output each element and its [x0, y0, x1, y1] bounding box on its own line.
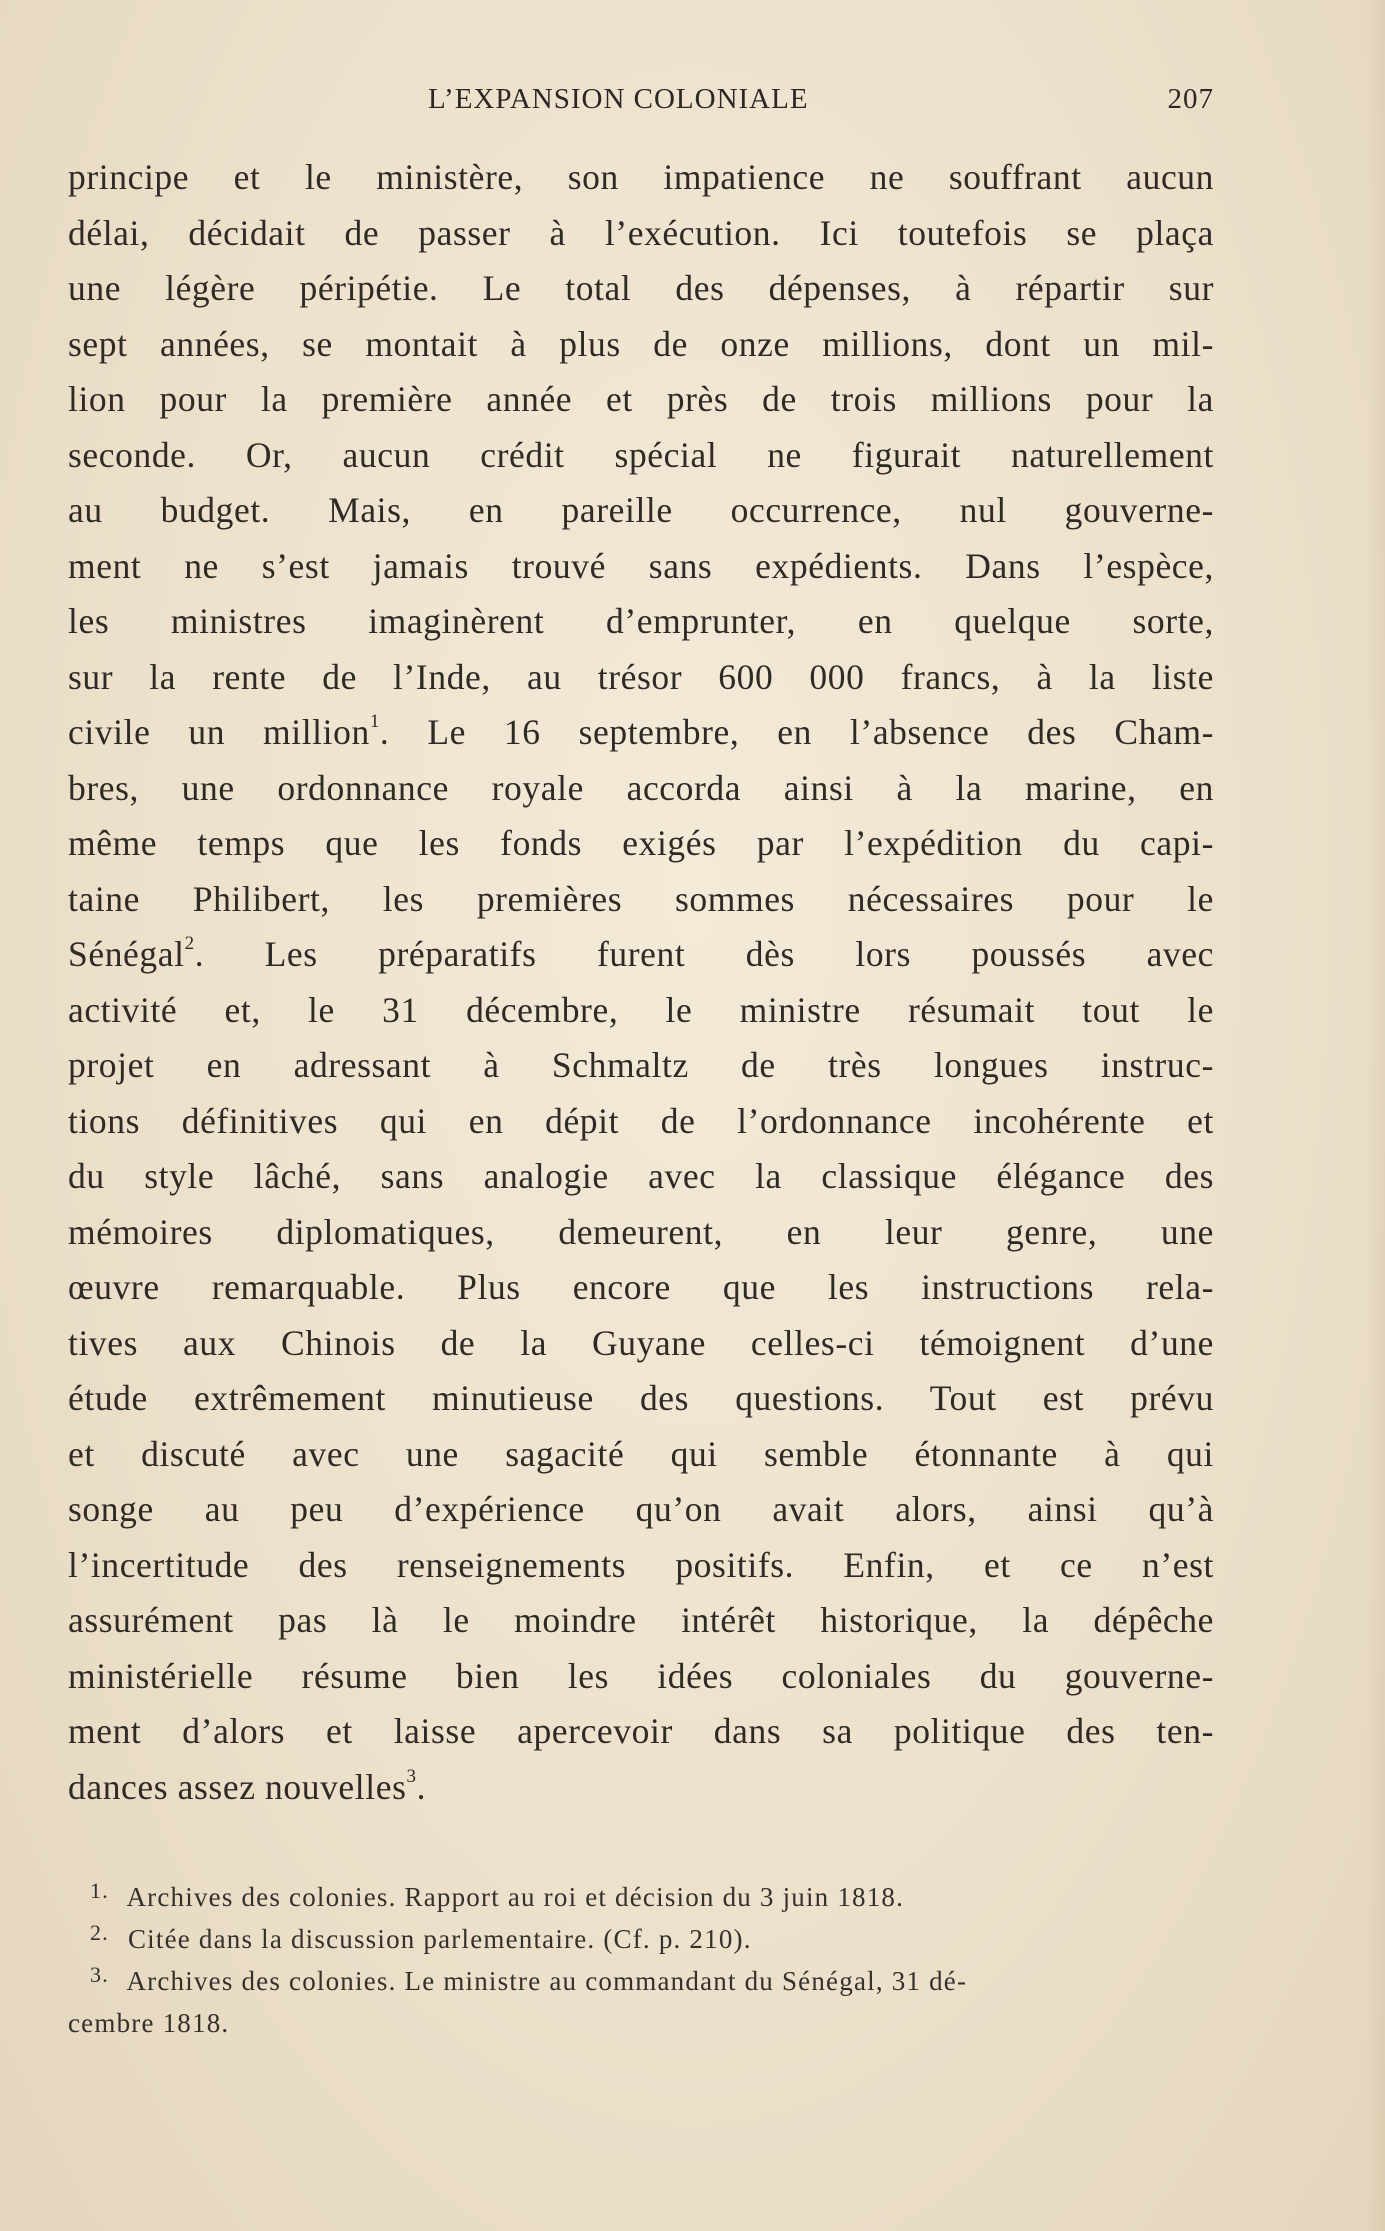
footnote-ref-3[interactable]: 3 [406, 1765, 417, 1787]
text-line: tions définitives qui en dépit de l’ordonnance incohérente et [68, 1100, 1214, 1141]
text-line: sept années, se montait à plus de onze millions, dont un mil- [68, 323, 1214, 364]
text-line: au budget. Mais, en pareille occurrence, nul gouverne- [68, 490, 1214, 530]
footnote-text: Archives des colonies. Rapport au roi et décision du 3 juin 1818. [126, 1882, 905, 1912]
text-line: projet en adressant à Schmaltz de très longues instruc- [68, 1045, 1214, 1085]
text-line: assurément pas là le moindre intérêt historique, la dépêche [68, 1600, 1214, 1640]
text-line: œuvre remarquable. Plus encore que les instructions rela- [68, 1267, 1214, 1307]
text-line: seconde. Or, aucun crédit spécial ne figurait naturellement [68, 434, 1214, 475]
text-line: sur la rente de l’Inde, au trésor 600 000 francs, à la liste [68, 656, 1214, 697]
footnote-2 [68, 1918, 1214, 1960]
text-line: songe au peu d’expérience qu’on avait alors, ainsi qu’à [68, 1489, 1214, 1529]
text-line: bres, une ordonnance royale accorda ainsi à la marine, en [68, 767, 1214, 808]
footnote-3 [68, 1960, 1214, 2002]
text-line: l’incertitude des renseignements positifs. Enfin, et ce n’est [68, 1544, 1214, 1585]
body-text [68, 150, 1214, 1815]
text-line: délai, décidait de passer à l’exécution. Ici toutefois se plaça [68, 212, 1214, 253]
text-line: les ministres imaginèrent d’emprunter, en quelque sorte, [68, 601, 1214, 641]
footnote-number: 1. [90, 1878, 109, 1903]
footnote-number: 3. [90, 1962, 109, 1987]
text-fragment: dances assez nouvelles [68, 1766, 407, 1807]
text-line: une légère péripétie. Le total des dépenses, à répartir sur [68, 268, 1214, 308]
text-fragment: . [416, 1766, 427, 1807]
paper-edge-shading [1365, 0, 1385, 2231]
text-line [68, 1760, 1214, 1816]
running-head [68, 83, 1214, 123]
text-line: ministérielle résume bien les idées coloniales du gouverne- [68, 1655, 1214, 1696]
text-line: taine Philibert, les premières sommes nécessaires pour le [68, 878, 1214, 919]
text-line: ment d’alors et laisse apercevoir dans sa politique des ten- [68, 1711, 1214, 1751]
page-number: 207 [1167, 83, 1214, 115]
text-fragment: Sénégal [68, 934, 185, 974]
footnote-1 [68, 1876, 1214, 1918]
text-line: du style lâché, sans analogie avec la classique élégance des [68, 1156, 1214, 1196]
text-line: principe et le ministère, son impatience ne souffrant aucun [68, 157, 1214, 197]
text-line: activité et, le 31 décembre, le ministre résumait tout le [68, 989, 1214, 1030]
footnote-number: 2. [90, 1920, 109, 1945]
text-fragment: . Le 16 septembre, en l’absence des Cham- [379, 712, 1214, 752]
text-line: tives aux Chinois de la Guyane celles-ci témoignent d’une [68, 1322, 1214, 1363]
text-line: étude extrêmement minutieuse des questions. Tout est prévu [68, 1378, 1214, 1418]
text-line: ment ne s’est jamais trouvé sans expédients. Dans l’espèce, [68, 545, 1214, 586]
footnote-ref-1[interactable]: 1 [369, 711, 380, 733]
text-fragment: civile un million [68, 712, 370, 752]
text-line: lion pour la première année et près de trois millions pour la [68, 379, 1214, 419]
footnote-3-continued: cembre 1818. [68, 2008, 230, 2038]
footnote-ref-2[interactable]: 2 [184, 933, 195, 955]
text-line [68, 705, 1214, 761]
text-line: même temps que les fonds exigés par l’expédition du capi- [68, 823, 1214, 863]
text-fragment: . Les préparatifs furent dès lors poussés avec [194, 934, 1214, 974]
text-line: et discuté avec une sagacité qui semble étonnante à qui [68, 1433, 1214, 1474]
footnote-text: Archives des colonies. Le ministre au commandant du Sénégal, 31 dé- [126, 1966, 968, 1996]
footnote-text: Citée dans la discussion parlementaire. (Cf. p. 210). [127, 1924, 752, 1954]
text-line: mémoires diplomatiques, demeurent, en leur genre, une [68, 1211, 1214, 1252]
footnotes [68, 1876, 1214, 2044]
running-title: L’EXPANSION COLONIALE [428, 83, 809, 115]
text-line [68, 927, 1214, 983]
